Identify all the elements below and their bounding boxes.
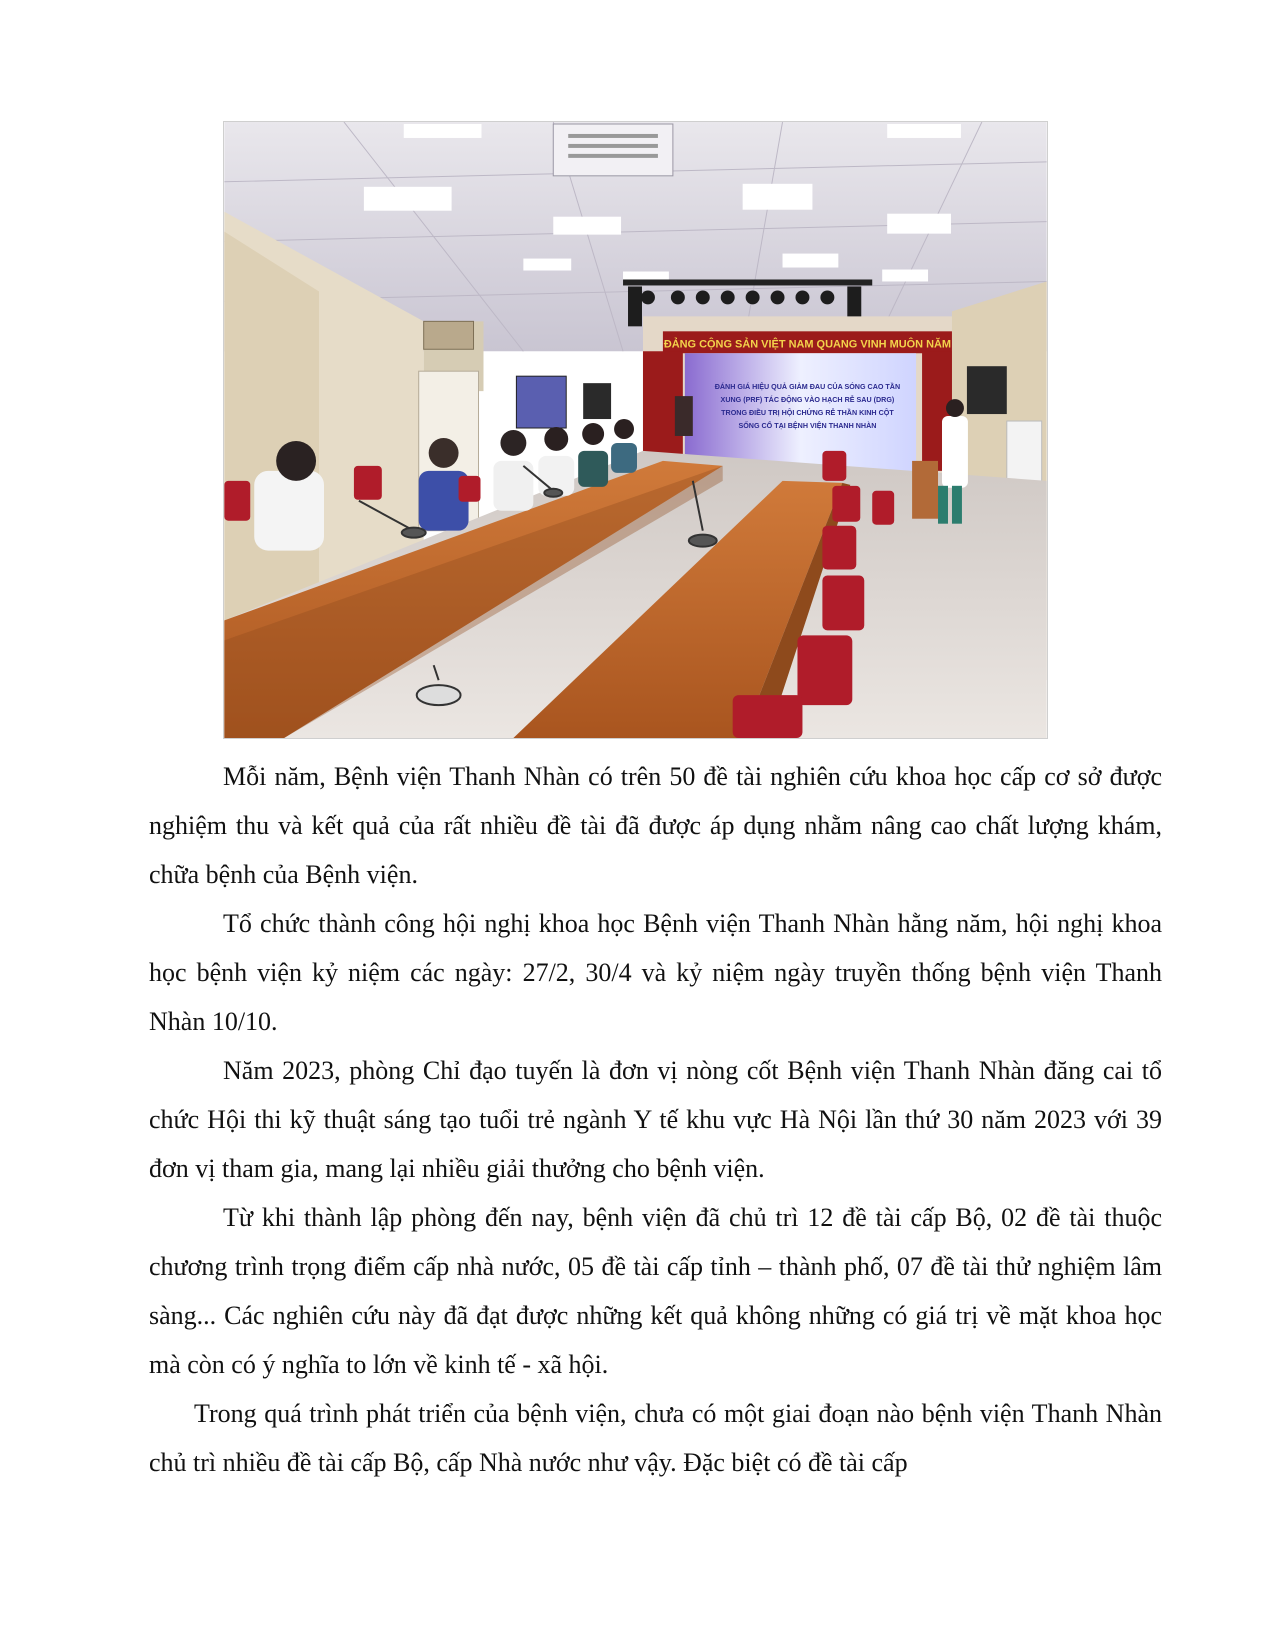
- paragraph-annual-research: Mỗi năm, Bệnh viện Thanh Nhàn có trên 50 đề tài nghiên cứu khoa học cấp cơ sở được nghiệm thu và kết quả của rất nhiều đề tài đã được áp dụng nhằm nâng cao chất lượng khám, chữa bệnh của Bệnh viện.: [149, 762, 1162, 889]
- paragraph-youth-contest-2023: Năm 2023, phòng Chỉ đạo tuyến là đơn vị nòng cốt Bệnh viện Thanh Nhàn đăng cai tổ chức Hội thi kỹ thuật sáng tạo tuổi trẻ ngành Y tế khu vực Hà Nội lần thứ 30 năm 2023 với 39 đơn vị tham gia, mang lại nhiều giải thưởng cho bệnh viện.: [149, 1056, 1162, 1183]
- svg-text:ĐÁNH GIÁ HIỆU QUẢ GIẢM ĐAU CỦA: ĐÁNH GIÁ HIỆU QUẢ GIẢM ĐAU CỦA SÓNG CAO TẦN: [714, 383, 901, 392]
- paragraph-development: Trong quá trình phát triển của bệnh viện, chưa có một giai đoạn nào bệnh viện Thanh Nhàn chủ trì nhiều đề tài cấp Bộ, cấp Nhà nước như vậy. Đặc biệt có đề tài cấp: [149, 1399, 1162, 1477]
- paragraph-scientific-conference: Tổ chức thành công hội nghị khoa học Bệnh viện Thanh Nhàn hằng năm, hội nghị khoa học bệnh viện kỷ niệm các ngày: 27/2, 30/4 và kỷ niệm ngày truyền thống bệnh viện Thanh Nhàn 10/10.: [149, 909, 1162, 1036]
- document-body: [149, 752, 1162, 1487]
- paragraph-research-projects: Từ khi thành lập phòng đến nay, bệnh viện đã chủ trì 12 đề tài cấp Bộ, 02 đề tài thuộc chương trình trọng điểm cấp nhà nước, 05 đề tài cấp tỉnh – thành phố, 07 đề tài thử nghiệm lâm sàng... Các nghiên cứu này đã đạt được những kết quả không những có giá trị về mặt khoa học mà còn có ý nghĩa to lớn về kinh tế - xã hội.: [149, 1203, 1162, 1379]
- svg-text:ĐẢNG CỘNG SẢN VIỆT NAM QUANG V: ĐẢNG CỘNG SẢN VIỆT NAM QUANG VINH MUÔN NĂM: [663, 338, 952, 351]
- svg-text:TRONG ĐIỀU TRỊ HỘI CHỨNG RỄ TH: TRONG ĐIỀU TRỊ HỘI CHỨNG RỄ THẦN KINH CỘT: [721, 409, 894, 418]
- conference-room-photo: [223, 121, 1048, 739]
- svg-text:XUNG (PRF) TÁC ĐỘNG VÀO HẠCH R: XUNG (PRF) TÁC ĐỘNG VÀO HẠCH RỄ SAU (DRG): [720, 396, 895, 405]
- svg-text:SỐNG CỔ TẠI BỆNH VIỆN THANH NH: SỐNG CỔ TẠI BỆNH VIỆN THANH NHÀN: [738, 422, 877, 431]
